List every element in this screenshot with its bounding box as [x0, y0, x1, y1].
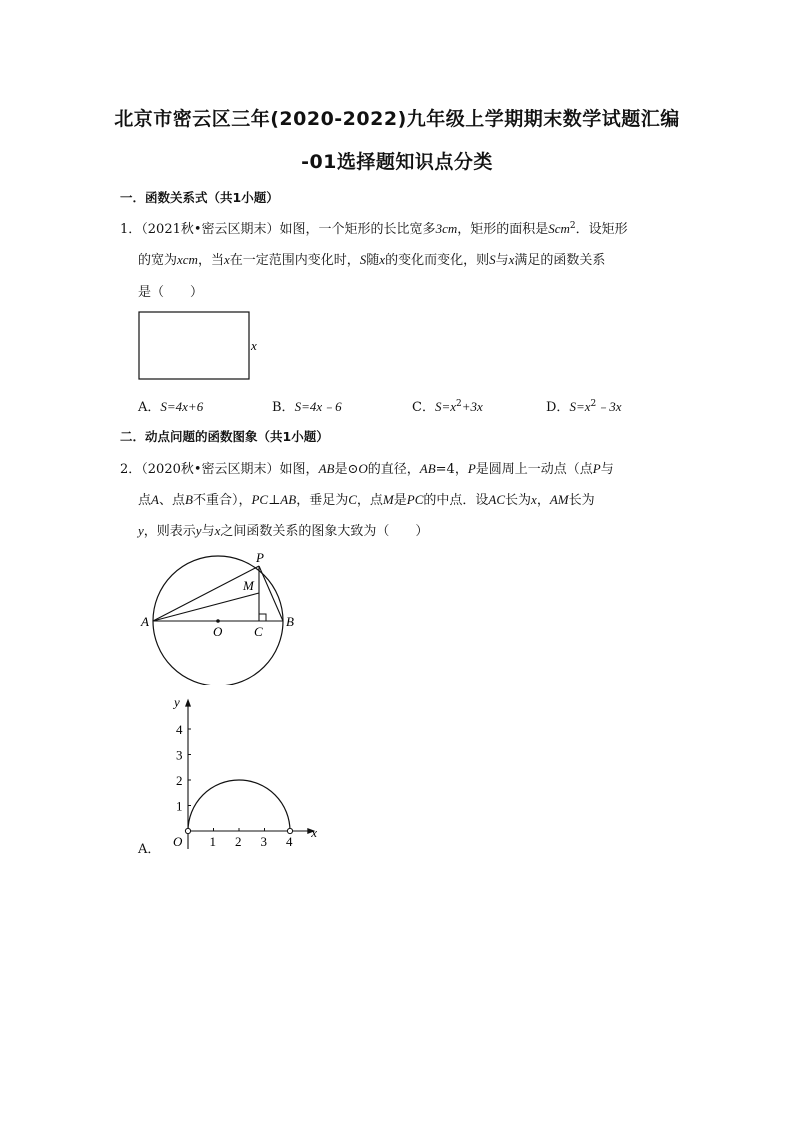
q2-text: 是	[393, 493, 407, 508]
q2-text: 不重合），	[192, 493, 252, 508]
q2-text: ，	[536, 493, 550, 508]
q2-circle-figure	[135, 545, 310, 685]
y-tick-label: 1	[176, 798, 183, 814]
q2-text: 与	[201, 524, 215, 539]
exponent: 2	[590, 399, 597, 409]
var-AC: AC	[488, 492, 506, 507]
document-title-line1: 北京市密云区三年(2020-2022)九年级上学期期末数学试题汇编	[114, 108, 680, 130]
y-tick-label: 3	[176, 747, 183, 763]
var-S: S	[489, 252, 496, 267]
q2-text: 长为	[505, 493, 532, 508]
q2-option-a[interactable]	[138, 838, 160, 857]
q2-source: （2020秋•密云区期末）	[141, 462, 280, 477]
q2-text: 之间函数关系的图象大致为（ ）	[220, 524, 429, 539]
q2-text: 是圆周上一动点（点	[475, 462, 593, 477]
option-label: B．	[272, 400, 295, 415]
y-axis-label: y	[174, 694, 180, 710]
semicircle-curve	[188, 780, 290, 831]
var-S: S	[359, 252, 367, 267]
var-x: x	[531, 492, 537, 507]
q1-text: 与	[495, 253, 509, 268]
var-B: B	[184, 492, 193, 507]
open-endpoint	[287, 828, 292, 833]
option-expr: S=x	[569, 399, 591, 414]
q1-text: 在一定范围内变化时，	[229, 253, 360, 268]
q1-text: 随	[366, 253, 380, 268]
option-expr: ﹣3x	[596, 399, 622, 414]
q1-text: 满足的函数关系	[514, 253, 606, 268]
option-label: A．	[138, 400, 161, 415]
q1-number: 1．	[120, 222, 142, 237]
q2-text: 的中点．设	[423, 493, 489, 508]
rectangle	[139, 312, 249, 379]
right-angle-mark	[259, 614, 266, 621]
var-y: y	[195, 523, 202, 538]
q1-option-d[interactable]	[546, 396, 622, 415]
var-C: C	[348, 492, 357, 507]
rect-side-label: x	[251, 338, 257, 353]
var-x: x	[214, 523, 221, 538]
var-Scm: Scm	[548, 221, 570, 236]
x-tick-label: 3	[260, 834, 267, 849]
option-expr: S=x	[434, 399, 456, 414]
q1-text: ，矩形的面积是	[457, 222, 549, 237]
section-heading-2: 二．动点问题的函数图象（共1小题）	[120, 429, 329, 444]
var-AB: AB	[318, 461, 335, 476]
option-expr: S=4x+6	[160, 399, 204, 414]
q2-text: 的直径，	[367, 462, 420, 477]
var-P: P	[592, 461, 601, 476]
q2-text: 点	[138, 493, 152, 508]
q2-text: ，则表示	[143, 524, 196, 539]
var-PCAB: PC⊥AB	[251, 492, 297, 507]
var-P: P	[467, 461, 476, 476]
center-point	[216, 619, 220, 623]
q1-text: ，当	[197, 253, 224, 268]
segment-AM	[153, 593, 259, 621]
segment-PB	[259, 566, 283, 621]
q2-text: 是⊙	[334, 462, 359, 477]
y-tick-label: 2	[176, 773, 183, 788]
section-heading-1: 一．函数关系式（共1小题）	[120, 190, 279, 205]
q1-line-1	[120, 218, 628, 237]
q1-source: （2021秋•密云区期末）	[141, 222, 280, 237]
var-AM: AM	[549, 492, 569, 507]
label-C: C	[254, 624, 263, 639]
label-O: O	[213, 624, 223, 639]
y-tick-label: 4	[176, 722, 183, 737]
q2-text: 如图，	[279, 462, 319, 477]
q1-rectangle-figure	[130, 305, 270, 390]
x-axis-label: x	[311, 825, 318, 840]
exponent: 2	[456, 399, 462, 409]
q1-text: 的变化而变化，则	[385, 253, 490, 268]
q1-text: 如图，一个矩形的长比宽多	[279, 222, 436, 237]
label-M: M	[243, 578, 254, 593]
var-PC: PC	[406, 492, 424, 507]
var-x: x	[379, 252, 386, 267]
q1-option-a[interactable]	[138, 396, 203, 415]
q2-text: ，点	[356, 493, 383, 508]
q2-text: ，垂足为	[296, 493, 349, 508]
option-label: D．	[546, 400, 570, 415]
var-3cm: 3cm	[435, 221, 458, 236]
x-tick-label: 2	[235, 834, 242, 849]
var-M: M	[382, 492, 394, 507]
x-axis	[188, 828, 315, 834]
segment-AP	[153, 566, 259, 621]
q1-line-3	[138, 281, 203, 300]
label-B: B	[286, 614, 294, 629]
q1-text: ．设矩形	[575, 222, 628, 237]
q2-text: 长为	[568, 493, 595, 508]
x-tick-label: 4	[286, 834, 293, 849]
q1-option-b[interactable]	[272, 396, 342, 415]
option-label: C．	[412, 400, 435, 415]
q2-text: =4，	[435, 462, 468, 477]
origin-label: O	[173, 834, 183, 849]
q2-line-3	[138, 520, 428, 539]
var-AB: AB	[419, 461, 436, 476]
var-x: x	[508, 252, 515, 267]
label-A: A	[141, 614, 149, 629]
q1-line-2	[138, 249, 605, 268]
open-endpoint	[185, 828, 190, 833]
label-P: P	[256, 550, 264, 565]
document-title-line2: -01选择题知识点分类	[301, 151, 493, 173]
q2-line-2	[138, 489, 595, 508]
x-tick-label: 1	[209, 834, 216, 849]
var-O: O	[358, 461, 368, 476]
var-xcm: xcm	[177, 252, 198, 267]
var-x: x	[223, 252, 230, 267]
option-label: A．	[138, 842, 161, 857]
q2-line-1	[120, 458, 614, 477]
y-axis-arrow	[185, 699, 191, 707]
q2-option-a-graph	[160, 685, 340, 860]
exponent: 2	[569, 221, 576, 231]
q1-text: 是（ ）	[138, 285, 204, 300]
q1-text: 的宽为	[138, 253, 178, 268]
q2-number: 2．	[120, 462, 142, 477]
q2-text: 、点	[158, 493, 185, 508]
q2-text: 与	[600, 462, 614, 477]
var-A: A	[151, 492, 159, 507]
q1-option-c[interactable]	[412, 396, 483, 415]
option-expr: +3x	[461, 399, 483, 414]
var-y: y	[138, 523, 144, 538]
option-expr: S=4x﹣6	[294, 399, 342, 414]
